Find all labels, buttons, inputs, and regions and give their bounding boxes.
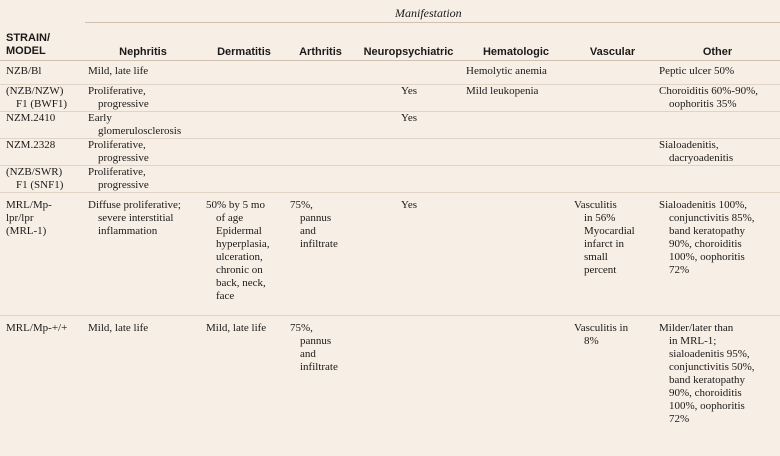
strain-cell: NZM.2410 bbox=[0, 112, 84, 139]
other-cell bbox=[655, 166, 780, 193]
vascular-cell bbox=[570, 166, 655, 193]
vascular-cell bbox=[570, 85, 655, 112]
dermatitis-cell bbox=[202, 85, 286, 112]
strain-cell: (NZB/NZW) F1 (BWF1) bbox=[0, 85, 84, 112]
nephritis-cell: Proliferative, progressive bbox=[84, 85, 202, 112]
table-row bbox=[0, 139, 780, 166]
table-row bbox=[0, 85, 780, 112]
other-cell: Milder/later than in MRL-1; sialoadenitis 95%, conjunctivitis 50%, band keratopathy 90%, choroiditis 100%, oophoritis 72% bbox=[655, 316, 780, 427]
table-row bbox=[0, 61, 780, 85]
header-nephritis: Nephritis bbox=[84, 26, 202, 61]
vascular-cell bbox=[570, 61, 655, 85]
neuropsychiatric-cell: Yes bbox=[355, 193, 462, 316]
strain-manifestation-table bbox=[0, 26, 780, 426]
dermatitis-cell: Mild, late life bbox=[202, 316, 286, 427]
manifestation-label: Manifestation bbox=[395, 6, 462, 20]
dermatitis-cell: 50% by 5 mo of age Epidermal hyperplasia, ulceration, chronic on back, neck, face bbox=[202, 193, 286, 316]
arthritis-cell: 75%, pannus and infiltrate bbox=[286, 193, 355, 316]
table-row bbox=[0, 166, 780, 193]
header-hematologic: Hematologic bbox=[462, 26, 570, 61]
hematologic-cell bbox=[462, 166, 570, 193]
neuropsychiatric-cell bbox=[355, 139, 462, 166]
nephritis-cell: Early glomerulosclerosis bbox=[84, 112, 202, 139]
arthritis-cell: 75%, pannus and infiltrate bbox=[286, 316, 355, 427]
neuropsychiatric-cell bbox=[355, 61, 462, 85]
hematologic-cell: Mild leukopenia bbox=[462, 85, 570, 112]
other-cell: Sialoadenitis, dacryoadenitis bbox=[655, 139, 780, 166]
nephritis-cell: Proliferative, progressive bbox=[84, 139, 202, 166]
nephritis-cell: Diffuse proliferative; severe interstitial inflammation bbox=[84, 193, 202, 316]
vascular-cell bbox=[570, 139, 655, 166]
hematologic-cell bbox=[462, 316, 570, 427]
arthritis-cell bbox=[286, 85, 355, 112]
vascular-cell: Vasculitis in 8% bbox=[570, 316, 655, 427]
hematologic-cell bbox=[462, 139, 570, 166]
arthritis-cell bbox=[286, 61, 355, 85]
header-row bbox=[0, 26, 780, 61]
dermatitis-cell bbox=[202, 61, 286, 85]
dermatitis-cell bbox=[202, 139, 286, 166]
header-arthritis: Arthritis bbox=[286, 26, 355, 61]
strain-cell: (NZB/SWR) F1 (SNF1) bbox=[0, 166, 84, 193]
neuropsychiatric-cell: Yes bbox=[355, 112, 462, 139]
strain-cell: MRL/Mp- lpr/lpr (MRL-1) bbox=[0, 193, 84, 316]
other-cell: Choroiditis 60%-90%, oophoritis 35% bbox=[655, 85, 780, 112]
vascular-cell: Vasculitis in 56% Myocardial infarct in small percent bbox=[570, 193, 655, 316]
other-cell bbox=[655, 112, 780, 139]
neuropsychiatric-cell bbox=[355, 166, 462, 193]
header-neuropsychiatric: Neuropsychiatric bbox=[355, 26, 462, 61]
hematologic-cell bbox=[462, 112, 570, 139]
dermatitis-cell bbox=[202, 112, 286, 139]
neuropsychiatric-cell bbox=[355, 316, 462, 427]
table-row bbox=[0, 316, 780, 427]
arthritis-cell bbox=[286, 166, 355, 193]
dermatitis-cell bbox=[202, 166, 286, 193]
neuropsychiatric-cell: Yes bbox=[355, 85, 462, 112]
other-cell: Sialoadenitis 100%, conjunctivitis 85%, band keratopathy 90%, choroiditis 100%, oophoritis 72% bbox=[655, 193, 780, 316]
nephritis-cell: Mild, late life bbox=[88, 65, 149, 77]
arthritis-cell bbox=[286, 139, 355, 166]
hematologic-cell: Hemolytic anemia bbox=[466, 65, 547, 77]
nephritis-cell: Mild, late life bbox=[84, 316, 202, 427]
strain-cell: NZB/Bl bbox=[6, 65, 42, 77]
vascular-cell bbox=[570, 112, 655, 139]
strain-cell: NZM.2328 bbox=[0, 139, 84, 166]
table-row bbox=[0, 193, 780, 316]
hematologic-cell bbox=[462, 193, 570, 316]
nephritis-cell: Proliferative, progressive bbox=[84, 166, 202, 193]
header-dermatitis: Dermatitis bbox=[202, 26, 286, 61]
other-cell: Peptic ulcer 50% bbox=[659, 65, 735, 77]
header-strain-model: STRAIN/ MODEL bbox=[0, 26, 84, 61]
manifestation-rule bbox=[85, 22, 780, 23]
header-vascular: Vascular bbox=[570, 26, 655, 61]
header-other: Other bbox=[655, 26, 780, 61]
arthritis-cell bbox=[286, 112, 355, 139]
table-row bbox=[0, 112, 780, 139]
strain-cell: MRL/Mp-+/+ bbox=[0, 316, 84, 427]
